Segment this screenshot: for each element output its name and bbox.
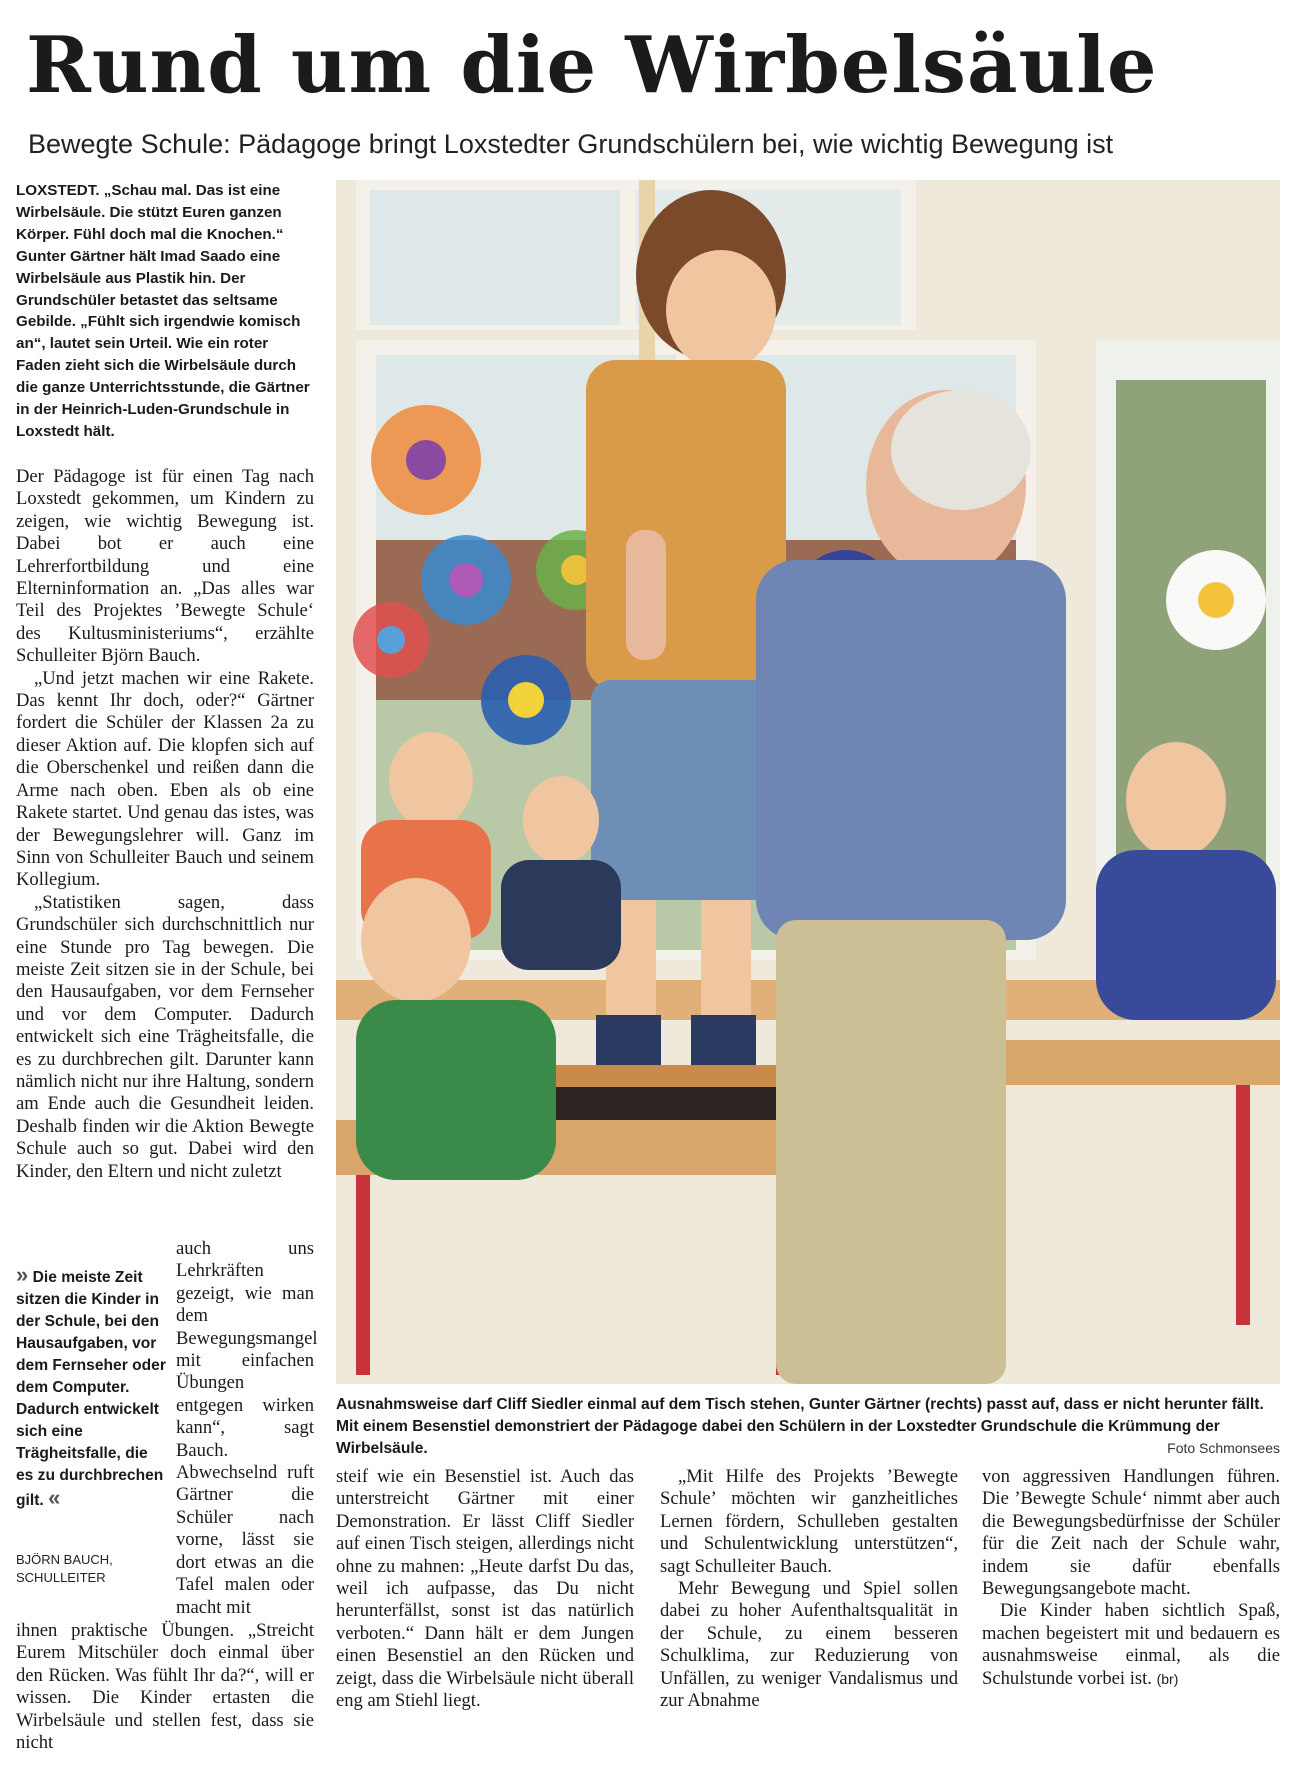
- article-column-1-bottom: [16, 1620, 314, 1754]
- photo-credit: Foto Schmonsees: [1167, 1440, 1280, 1456]
- paper-flower: [421, 535, 511, 625]
- article-column-2: [336, 1466, 634, 1712]
- caption-emphasis: Mit einem Besenstiel: [336, 1418, 491, 1435]
- article-column-1-narrow: [176, 1238, 318, 1619]
- headline: Rund um die Wirbelsäule: [26, 20, 1158, 111]
- body-paragraph: steif wie ein Besenstiel ist. Auch das unterstreicht Gärtner mit einer Demonstration. Er lässt Cliff Siedler auf einen Tisch steigen, allerdings nicht ohne zu mahnen: „Heute darfst Du das, weil ich aufpasse, das Du nicht herunterfällst, sonst ist das natürlich verboten.“ Dann hält er dem Jungen einen Besenstiel an den Rücken und zeigt, dass die Wirbelsäule nicht überall eng am Stiehl liegt.: [336, 1466, 634, 1712]
- subheadline: Bewegte Schule: Pädagoge bringt Loxstedter Grundschülern bei, wie wichtig Bewegung ist: [28, 129, 1114, 159]
- body-paragraph: Der Pädagoge ist für einen Tag nach Loxstedt gekommen, um Kindern zu zeigen, wie wichtig Bewegung ist. Dabei bot er auch eine Lehrerfortbildung und eine Elterninformation an. „Das alles war Teil des Projektes ’Bewegte Schule‘ des Kultusministeriums“, erzählte Schulleiter Björn Bauch.: [16, 466, 314, 667]
- article-photo: [336, 180, 1280, 1384]
- body-paragraph: „Mit Hilfe des Projekts ’Bewegte Schule’ möchten wir ganzheitliches Lernen fördern, Schulleben gestalten und Schulentwicklung unterstützen“, sagt Schulleiter Bauch.: [660, 1466, 958, 1577]
- caption-text: demonstriert der Pädagoge dabei den Schülern in der Loxstedter Grundschule die Krümmung der Wirbelsäule.: [336, 1418, 1220, 1457]
- paper-flower: [1166, 550, 1266, 650]
- caption-text: Ausnahmsweise darf Cliff Siedler einmal auf dem Tisch stehen, Gunter Gärtner (rechts) passt auf, dass er nicht herunter fällt.: [336, 1396, 1264, 1413]
- paper-flower: [353, 602, 429, 678]
- body-paragraph: [982, 1600, 1280, 1690]
- lead-paragraph: LOXSTEDT. „Schau mal. Das ist eine Wirbelsäule. Die stützt Euren ganzen Körper. Fühl doch mal die Knochen.“ Gunter Gärtner hält Imad Saado eine Wirbelsäule aus Plastik hin. Der Grundschüler betastet das seltsame Gebilde. „Fühlt sich irgendwie komisch an“, lautet sein Urteil. Wie ein roter Faden zieht sich die Wirbelsäule durch die ganze Unterrichtsstunde, die Gärtner in der Heinrich-Luden-Grundschule in Loxstedt hält.: [16, 182, 310, 440]
- quote-open-mark: »: [16, 1262, 29, 1287]
- body-paragraph: Mehr Bewegung und Spiel sollen dabei zu hoher Aufenthaltsqualität in der Schule, zu einem besseren Schulklima, zur Reduzierung von Unfällen, zu weniger Vandalismus und zur Abnahme: [660, 1578, 958, 1712]
- body-paragraph: von aggressiven Handlungen führen. Die ’Bewegte Schule‘ nimmt aber auch die Bewegungsbedürfnisse der Schüler für die Zeit nach der Schule wahr, indem sie dafür ebenfalls Bewegungsangebote macht.: [982, 1466, 1280, 1600]
- pull-quote-text: Die meiste Zeit sitzen die Kinder in der Schule, bei den Hausaufgaben, vor dem Fernseher oder dem Computer. Dadurch entwickelt sich eine Trägheitsfalle, die es zu durchbrechen gilt.: [16, 1269, 166, 1509]
- body-text: Die Kinder haben sichtlich Spaß, machen begeistert mit und bedauern es ausnahmsweise einmal, als die Schulstunde vorbei ist.: [982, 1600, 1280, 1689]
- paper-flower: [371, 405, 481, 515]
- photo-caption: [336, 1394, 1280, 1460]
- author-signature: (br): [1156, 1670, 1179, 1687]
- article-column-1: [16, 466, 314, 1183]
- paper-flower: [481, 655, 571, 745]
- article-column-3: [660, 1466, 958, 1712]
- body-paragraph: „Statistiken sagen, dass Grundschüler sich durchschnittlich nur eine Stunde pro Tag bewegen. Die meiste Zeit sitzen sie in der Schule, bei den Hausaufgaben, vor dem Fernseher und vor dem Computer. Dadurch entwickelt sich eine Trägheitsfalle, die es zu durchbrechen gilt. Darunter kann nämlich nicht nur ihre Haltung, sondern am Ende auch die Gesundheit leiden. Deshalb finden wir die Aktion Bewegte Schule auch so gut. Dabei wird den Kinder, den Eltern und nicht zuletzt: [16, 891, 314, 1182]
- pull-quote: [16, 1264, 168, 1512]
- body-paragraph: auch uns Lehrkräften gezeigt, wie man dem Bewegungsmangel mit einfachen Übungen entgegen wirken kann“, sagt Bauch. Abwechselnd ruft Gärtner die Schüler nach vorne, lässt sie dort etwas an die Tafel malen oder macht mit: [176, 1238, 318, 1618]
- quote-close-mark: «: [48, 1485, 61, 1510]
- body-paragraph: ihnen praktische Übungen. „Streicht Eurem Mitschüler doch einmal über den Rücken. Was fühlt Ihr da?“, will er wissen. Die Kinder ertasten die Wirbelsäule und stellen fest, dass sie nicht: [16, 1620, 314, 1754]
- body-paragraph: „Und jetzt machen wir eine Rakete. Das kennt Ihr doch, oder?“ Gärtner fordert die Schüler der Klassen 2a zu dieser Aktion auf. Die klopfen sich auf die Oberschenkel und reißen dann die Arme nach oben. Eben als ob eine Rakete startet. Und genau das istes, was der Bewegungslehrer will. Ganz im Sinn von Schulleiter Bauch und seinem Kollegium.: [16, 667, 314, 891]
- classroom-photo-illustration: [336, 180, 1280, 1384]
- pull-quote-author: BJÖRN BAUCH, SCHULLEITER: [16, 1552, 113, 1585]
- article-column-4: [982, 1466, 1280, 1690]
